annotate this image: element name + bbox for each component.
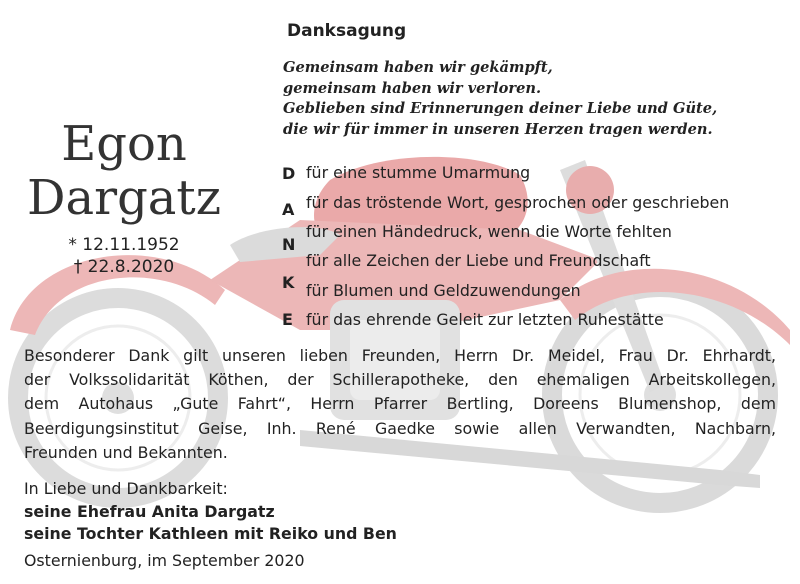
thanks-line: dem Autohaus „Gute Fahrt“, Herrn Pfarrer Bertling, Doreens Blumenshop, dem: [24, 394, 776, 414]
thanks-line: Freunden und Bekannten.: [24, 442, 228, 462]
danke-letter: A: [282, 200, 295, 219]
danke-letter: K: [282, 273, 295, 292]
poem-line: gemeinsam haben wir verloren.: [283, 79, 542, 97]
deceased-last-name: Dargatz: [27, 170, 221, 226]
danke-reason: für das tröstende Wort, gesprochen oder geschrieben: [306, 193, 730, 212]
danke-letter: D: [282, 164, 296, 183]
signature-daughter: seine Tochter Kathleen mit Reiko und Ben: [24, 524, 397, 544]
death-date: † 22.8.2020: [73, 257, 175, 277]
danke-letter: E: [282, 310, 293, 329]
thanks-line: Besonderer Dank gilt unseren lieben Freunden, Herrn Dr. Meidel, Frau Dr. Ehrhardt,: [24, 346, 776, 365]
thanks-line: Beerdigungsinstitut Geise, Inh. René Gaedke sowie allen Verwandten, Nachbarn,: [24, 418, 776, 438]
danke-letter: N: [282, 235, 296, 254]
thanks-line: der Volkssolidarität Köthen, der Schillerapotheke, den ehemaligen Arbeitskollegen,: [24, 370, 776, 390]
poem-line: Geblieben sind Erinnerungen deiner Liebe und Güte,: [283, 100, 718, 117]
signature-wife: seine Ehefrau Anita Dargatz: [24, 501, 275, 521]
deceased-first-name: Egon: [61, 116, 187, 172]
danke-reason: für eine stumme Umarmung: [306, 163, 531, 182]
closing-intro: In Liebe und Dankbarkeit:: [24, 479, 228, 498]
danke-reason: für das ehrende Geleit zur letzten Ruhestätte: [306, 310, 664, 329]
poem-line: die wir für immer in unseren Herzen tragen werden.: [283, 120, 713, 138]
danke-reason: für Blumen und Geldzuwendungen: [306, 281, 581, 300]
place-and-date: Osternienburg, im September 2020: [24, 551, 305, 570]
notice-heading: Danksagung: [287, 21, 407, 41]
danke-reason: für alle Zeichen der Liebe und Freundschaft: [306, 251, 651, 270]
closing-signature: [24, 478, 397, 546]
special-thanks-paragraph: [24, 344, 776, 465]
birth-date: * 12.11.1952: [68, 235, 180, 255]
danke-reason: für einen Händedruck, wenn die Worte fehlten: [306, 222, 672, 241]
memorial-poem: [283, 58, 717, 140]
poem-line: Gemeinsam haben wir gekämpft,: [283, 59, 553, 76]
life-dates: [34, 234, 214, 278]
